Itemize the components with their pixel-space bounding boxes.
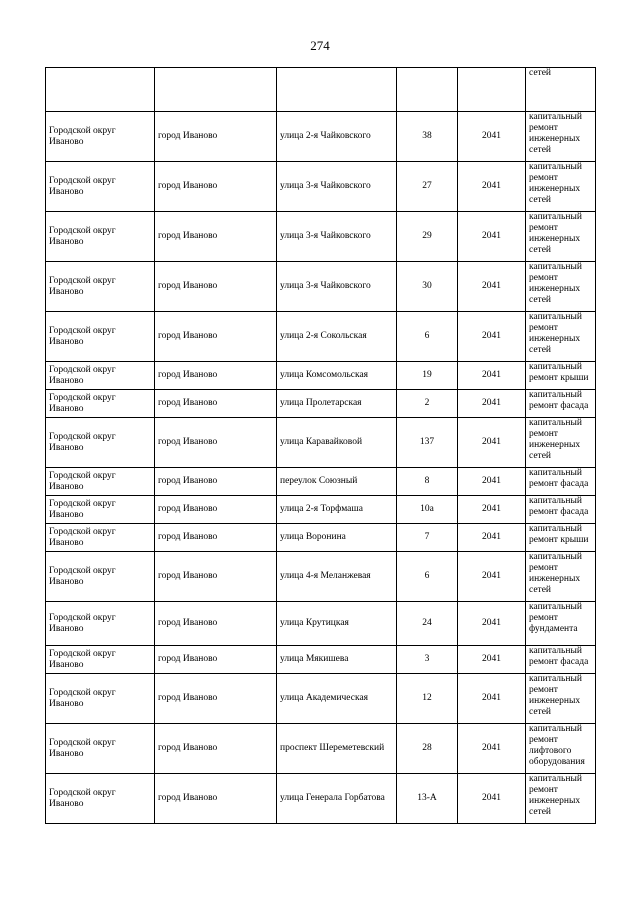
house-cell: 30: [397, 262, 458, 312]
house-cell: 27: [397, 162, 458, 212]
year-cell: 2041: [458, 112, 526, 162]
table-row: [46, 468, 596, 496]
house-cell: 28: [397, 724, 458, 774]
table-row: [46, 496, 596, 524]
year-cell: 2041: [458, 262, 526, 312]
house-cell: 12: [397, 674, 458, 724]
city-cell: город Иваново: [155, 524, 277, 552]
street-cell: улица 4-я Меланжевая: [277, 552, 397, 602]
city-cell: [155, 68, 277, 112]
work-cell: капитальный ремонт инженерных сетей: [526, 112, 596, 162]
house-cell: 29: [397, 212, 458, 262]
work-cell: капитальный ремонт инженерных сетей: [526, 162, 596, 212]
year-cell: 2041: [458, 524, 526, 552]
year-cell: 2041: [458, 212, 526, 262]
district-cell: Городской округ Иваново: [46, 724, 155, 774]
year-cell: [458, 68, 526, 112]
street-cell: улица Каравайковой: [277, 418, 397, 468]
work-cell: капитальный ремонт инженерных сетей: [526, 552, 596, 602]
city-cell: город Иваново: [155, 390, 277, 418]
street-cell: проспект Шереметевский: [277, 724, 397, 774]
year-cell: 2041: [458, 774, 526, 824]
house-cell: 8: [397, 468, 458, 496]
city-cell: город Иваново: [155, 496, 277, 524]
street-cell: улица Генерала Горбатова: [277, 774, 397, 824]
work-cell: капитальный ремонт инженерных сетей: [526, 262, 596, 312]
district-cell: Городской округ Иваново: [46, 774, 155, 824]
table-row: [46, 162, 596, 212]
street-cell: улица 3-я Чайковского: [277, 262, 397, 312]
year-cell: 2041: [458, 552, 526, 602]
table-row: [46, 774, 596, 824]
page-number: 274: [310, 38, 330, 53]
city-cell: город Иваново: [155, 112, 277, 162]
work-cell: капитальный ремонт крыши: [526, 362, 596, 390]
city-cell: город Иваново: [155, 552, 277, 602]
house-cell: 6: [397, 312, 458, 362]
continuation-row: [46, 68, 596, 112]
street-cell: улица 3-я Чайковского: [277, 212, 397, 262]
year-cell: 2041: [458, 602, 526, 646]
table-row: [46, 552, 596, 602]
house-cell: 10а: [397, 496, 458, 524]
street-cell: переулок Союзный: [277, 468, 397, 496]
work-cell: капитальный ремонт инженерных сетей: [526, 674, 596, 724]
street-cell: улица Крутицкая: [277, 602, 397, 646]
table-row: [46, 602, 596, 646]
city-cell: город Иваново: [155, 418, 277, 468]
work-cell: капитальный ремонт фасада: [526, 646, 596, 674]
street-cell: улица 2-я Сокольская: [277, 312, 397, 362]
work-cell: капитальный ремонт фундамента: [526, 602, 596, 646]
table-row: [46, 262, 596, 312]
repair-schedule-table: [45, 67, 596, 824]
house-cell: 137: [397, 418, 458, 468]
district-cell: Городской округ Иваново: [46, 552, 155, 602]
year-cell: 2041: [458, 362, 526, 390]
street-cell: улица Комсомольская: [277, 362, 397, 390]
work-cell: капитальный ремонт фасада: [526, 468, 596, 496]
district-cell: Городской округ Иваново: [46, 496, 155, 524]
street-cell: [277, 68, 397, 112]
district-cell: Городской округ Иваново: [46, 524, 155, 552]
city-cell: город Иваново: [155, 362, 277, 390]
table-row: [46, 646, 596, 674]
district-cell: Городской округ Иваново: [46, 418, 155, 468]
table-row: [46, 390, 596, 418]
city-cell: город Иваново: [155, 602, 277, 646]
year-cell: 2041: [458, 312, 526, 362]
work-cell: капитальный ремонт инженерных сетей: [526, 418, 596, 468]
year-cell: 2041: [458, 418, 526, 468]
house-cell: 19: [397, 362, 458, 390]
district-cell: Городской округ Иваново: [46, 390, 155, 418]
city-cell: город Иваново: [155, 262, 277, 312]
year-cell: 2041: [458, 496, 526, 524]
street-cell: улица 3-я Чайковского: [277, 162, 397, 212]
table-row: [46, 362, 596, 390]
house-cell: 3: [397, 646, 458, 674]
city-cell: город Иваново: [155, 162, 277, 212]
street-cell: улица 2-я Торфмаша: [277, 496, 397, 524]
year-cell: 2041: [458, 390, 526, 418]
table-row: [46, 312, 596, 362]
table-body: [46, 68, 596, 824]
work-cell: капитальный ремонт крыши: [526, 524, 596, 552]
work-cell: капитальный ремонт лифтового оборудования: [526, 724, 596, 774]
street-cell: улица 2-я Чайковского: [277, 112, 397, 162]
city-cell: город Иваново: [155, 468, 277, 496]
year-cell: 2041: [458, 724, 526, 774]
city-cell: город Иваново: [155, 674, 277, 724]
table-row: [46, 674, 596, 724]
city-cell: город Иваново: [155, 724, 277, 774]
house-cell: 7: [397, 524, 458, 552]
table-row: [46, 112, 596, 162]
district-cell: Городской округ Иваново: [46, 362, 155, 390]
house-cell: 13-А: [397, 774, 458, 824]
district-cell: Городской округ Иваново: [46, 674, 155, 724]
district-cell: Городской округ Иваново: [46, 602, 155, 646]
year-cell: 2041: [458, 646, 526, 674]
table-row: [46, 724, 596, 774]
city-cell: город Иваново: [155, 312, 277, 362]
district-cell: Городской округ Иваново: [46, 468, 155, 496]
house-cell: 24: [397, 602, 458, 646]
work-cell: капитальный ремонт фасада: [526, 390, 596, 418]
work-cell: капитальный ремонт инженерных сетей: [526, 774, 596, 824]
work-cell: капитальный ремонт фасада: [526, 496, 596, 524]
city-cell: город Иваново: [155, 774, 277, 824]
city-cell: город Иваново: [155, 212, 277, 262]
street-cell: улица Мякишева: [277, 646, 397, 674]
table-row: [46, 212, 596, 262]
city-cell: город Иваново: [155, 646, 277, 674]
work-cell: капитальный ремонт инженерных сетей: [526, 312, 596, 362]
street-cell: улица Воронина: [277, 524, 397, 552]
street-cell: улица Академическая: [277, 674, 397, 724]
house-cell: 2: [397, 390, 458, 418]
district-cell: Городской округ Иваново: [46, 312, 155, 362]
district-cell: Городской округ Иваново: [46, 112, 155, 162]
house-cell: 6: [397, 552, 458, 602]
year-cell: 2041: [458, 468, 526, 496]
district-cell: Городской округ Иваново: [46, 646, 155, 674]
house-cell: 38: [397, 112, 458, 162]
district-cell: Городской округ Иваново: [46, 162, 155, 212]
street-cell: улица Пролетарская: [277, 390, 397, 418]
work-cell: сетей: [526, 68, 596, 112]
table-row: [46, 418, 596, 468]
work-cell: капитальный ремонт инженерных сетей: [526, 212, 596, 262]
table-row: [46, 524, 596, 552]
house-cell: [397, 68, 458, 112]
year-cell: 2041: [458, 162, 526, 212]
year-cell: 2041: [458, 674, 526, 724]
district-cell: Городской округ Иваново: [46, 262, 155, 312]
district-cell: Городской округ Иваново: [46, 212, 155, 262]
district-cell: [46, 68, 155, 112]
